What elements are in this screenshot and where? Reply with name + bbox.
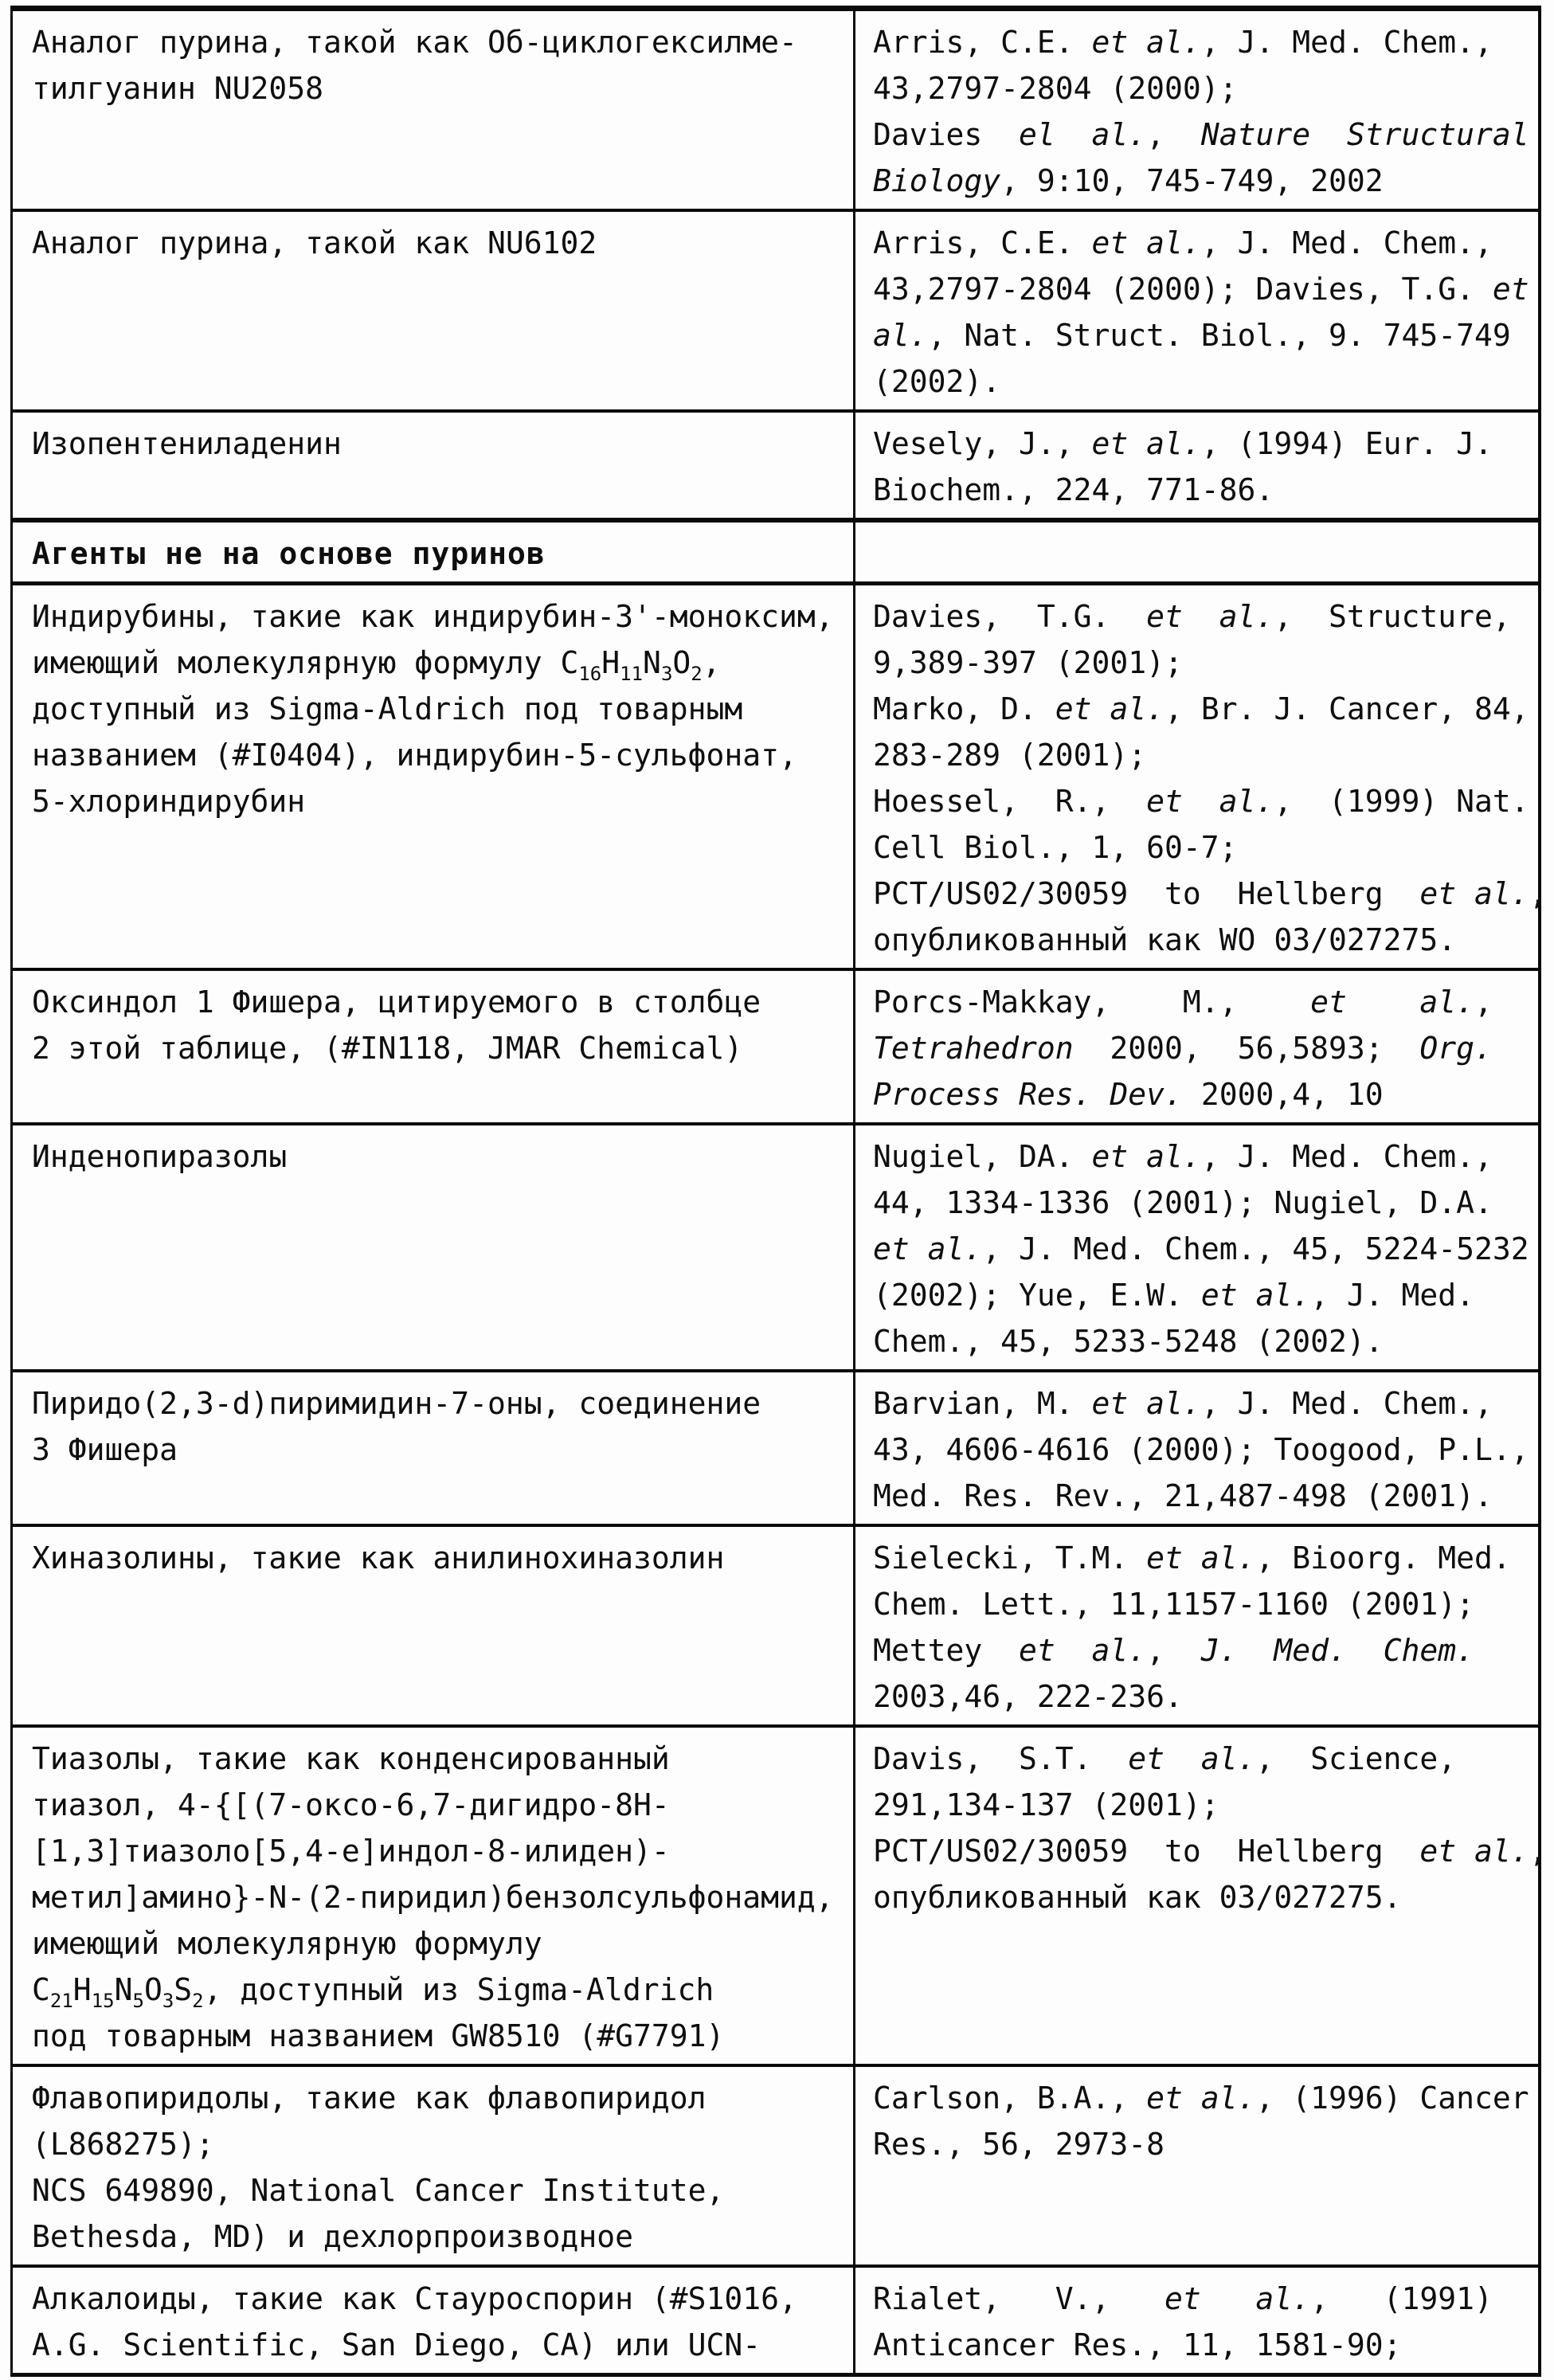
text-line: названием (#I0404), индирубин-5-сульфонат,	[32, 738, 797, 773]
text-line: Carlson, B.A., et al., (1996) Cancer	[873, 2081, 1529, 2116]
text-line: Biology, 9:10, 745-749, 2002	[873, 163, 1384, 198]
agent-cell	[13, 212, 855, 409]
table-row	[13, 11, 1538, 212]
text-line: Rialet, V., et al., (1991)	[873, 2281, 1493, 2316]
text-line: имеющий молекулярную формулу	[32, 1926, 542, 1961]
text-line: Res., 56, 2973-8	[873, 2127, 1165, 2162]
text-line: 2 этой таблице, (#IN118, JMAR Chemical)	[32, 1031, 743, 1066]
text-line: опубликованный как 03/027275.	[873, 1880, 1402, 1915]
text-line: Алкалоиды, такие как Стауроспорин (#S1016,	[32, 2281, 797, 2316]
reference-cell	[855, 2268, 1538, 2373]
text-line: Аналог пурина, такой как Об-циклогексилме-	[32, 25, 797, 60]
text-line: $C_{21}H_{15}N_5O_3S_2$, доступный из Sigma-Aldrich	[32, 1972, 714, 2012]
text-line: опубликованный как WO 03/027275.	[873, 922, 1457, 957]
reference-cell	[855, 11, 1538, 209]
table-row	[13, 971, 1538, 1125]
text-line: Marko, D. et al., Br. J. Cancer, 84,	[873, 691, 1529, 726]
reference-cell	[855, 585, 1554, 968]
text-line: Med. Res. Rev., 21,487-498 (2001).	[873, 1478, 1493, 1513]
text-line: 43,2797-2804 (2000);	[873, 71, 1238, 106]
reference-cell	[855, 212, 1538, 409]
text-line: Tetrahedron 2000, 56,5893; Org.	[873, 1031, 1493, 1066]
text-line: Process Res. Dev. 2000,4, 10	[873, 1077, 1384, 1112]
text-line: Изопентениладенин	[32, 426, 342, 461]
text-line: Аналог пурина, такой как NU6102	[32, 225, 597, 260]
section-header-row	[13, 521, 1538, 585]
text-line: Chem. Lett., 11,1157-1160 (2001);	[873, 1587, 1474, 1622]
text-line: тилгуанин NU2058	[32, 71, 324, 106]
reference-cell	[855, 523, 1538, 581]
reference-cell	[855, 1372, 1538, 1524]
table-row	[13, 1125, 1538, 1372]
text-line: (L868275);	[32, 2127, 214, 2162]
text-line: 2003,46, 222-236.	[873, 1679, 1183, 1714]
text-line: метил]амино}-N-(2-пиридил)бензолсульфонамид,	[32, 1880, 834, 1915]
text-line: 291,134-137 (2001);	[873, 1787, 1219, 1822]
agent-cell	[13, 585, 855, 968]
agent-cell	[13, 2268, 855, 2373]
text-line: Davis, S.T. et al., Science,	[873, 1741, 1457, 1776]
text-line: 283-289 (2001);	[873, 738, 1147, 773]
table-row	[13, 585, 1548, 971]
text-line: тиазол, 4-{[(7-оксо-6,7-дигидро-8H-	[32, 1787, 670, 1822]
text-line: PCT/US02/30059 to Hellberg et al.,	[873, 1834, 1548, 1869]
text-line: Hoessel, R., et al., (1999) Nat.	[873, 784, 1529, 819]
reference-cell	[855, 413, 1538, 518]
table-row	[13, 1527, 1538, 1728]
text-line: PCT/US02/30059 to Hellberg et al.,	[873, 876, 1548, 911]
text-line: NCS 649890, National Cancer Institute,	[32, 2173, 725, 2208]
text-line: Mettey et al., J. Med. Chem.	[873, 1633, 1474, 1668]
text-line: Arris, C.E. et al., J. Med. Chem.,	[873, 225, 1493, 260]
text-line: 9,389-397 (2001);	[873, 645, 1183, 680]
text-line: Nugiel, DA. et al., J. Med. Chem.,	[873, 1139, 1493, 1174]
reference-cell	[855, 1125, 1538, 1369]
table-row	[13, 1728, 1548, 2067]
text-line: Флавопиридолы, такие как флавопиридол	[32, 2081, 707, 2116]
text-line: Cell Biol., 1, 60-7;	[873, 830, 1238, 865]
text-line: Anticancer Res., 11, 1581-90;	[873, 2327, 1402, 2362]
text-line: Biochem., 224, 771-86.	[873, 472, 1274, 507]
text-line: 43,2797-2804 (2000); Davies, T.G. et	[873, 272, 1529, 307]
text-line: Bethesda, MD) и дехлорпроизводное	[32, 2219, 633, 2254]
agent-cell	[13, 2067, 855, 2265]
text-line: (2002).	[873, 364, 1001, 399]
text-line: A.G. Scientific, San Diego, CA) или UCN-	[32, 2327, 761, 2362]
text-line: Оксиндол 1 Фишера, цитируемого в столбце	[32, 984, 761, 1020]
text-line: Индирубины, такие как индирубин-3'-моноксим,	[32, 599, 834, 634]
table-row	[13, 2268, 1538, 2373]
text-line: 5-хлориндирубин	[32, 784, 306, 819]
text-line: Porcs-Makkay, M., et al.,	[873, 984, 1493, 1020]
text-line: al., Nat. Struct. Biol., 9. 745-749	[873, 318, 1511, 353]
text-line: 3 Фишера	[32, 1432, 178, 1467]
agent-cell	[13, 1125, 855, 1369]
table-row	[13, 413, 1538, 521]
agent-cell	[13, 413, 855, 518]
table-row	[13, 2067, 1538, 2268]
text-line: Инденопиразолы	[32, 1139, 288, 1174]
patent-table	[10, 6, 1548, 2377]
table-row	[13, 1372, 1538, 1527]
agent-cell	[13, 523, 855, 581]
agent-cell	[13, 971, 855, 1122]
table-row	[13, 212, 1538, 413]
agent-cell	[13, 1728, 855, 2064]
reference-cell	[855, 2067, 1538, 2265]
text-line: (2002); Yue, E.W. et al., J. Med.	[873, 1278, 1474, 1313]
text-line: Vesely, J., et al., (1994) Eur. J.	[873, 426, 1493, 461]
text-line: Barvian, M. et al., J. Med. Chem.,	[873, 1386, 1493, 1421]
text-line: et al., J. Med. Chem., 45, 5224-5232	[873, 1231, 1529, 1266]
text-line: Davies el al., Nature Structural	[873, 117, 1529, 152]
text-line: Chem., 45, 5233-5248 (2002).	[873, 1324, 1384, 1359]
reference-cell	[855, 971, 1538, 1122]
text-line: Пиридо(2,3-d)пиримидин-7-оны, соединение	[32, 1386, 761, 1421]
text-line: Davies, T.G. et al., Structure,	[873, 599, 1511, 634]
text-line: 44, 1334-1336 (2001); Nugiel, D.A.	[873, 1185, 1493, 1220]
text-line: доступный из Sigma-Aldrich под товарным	[32, 691, 743, 726]
reference-cell	[855, 1728, 1554, 2064]
text-line: Тиазолы, такие как конденсированный	[32, 1741, 670, 1776]
text-line: Агенты не на основе пуринов	[32, 536, 546, 571]
agent-cell	[13, 1372, 855, 1524]
text-line: Sielecki, T.M. et al., Bioorg. Med.	[873, 1540, 1511, 1576]
text-line: под товарным названием GW8510 (#G7791)	[32, 2018, 725, 2053]
reference-cell	[855, 1527, 1538, 1724]
agent-cell	[13, 1527, 855, 1724]
agent-cell	[13, 11, 855, 209]
text-line: Хиназолины, такие как анилинохиназолин	[32, 1540, 725, 1576]
text-line: имеющий молекулярную формулу $C_{16}H_{11}N_3O_2$,	[32, 645, 721, 685]
text-line: [1,3]тиазоло[5,4-e]индол-8-илиден)-	[32, 1834, 670, 1869]
text-line: Arris, C.E. et al., J. Med. Chem.,	[873, 25, 1493, 60]
text-line: 43, 4606-4616 (2000); Toogood, P.L.,	[873, 1432, 1529, 1467]
